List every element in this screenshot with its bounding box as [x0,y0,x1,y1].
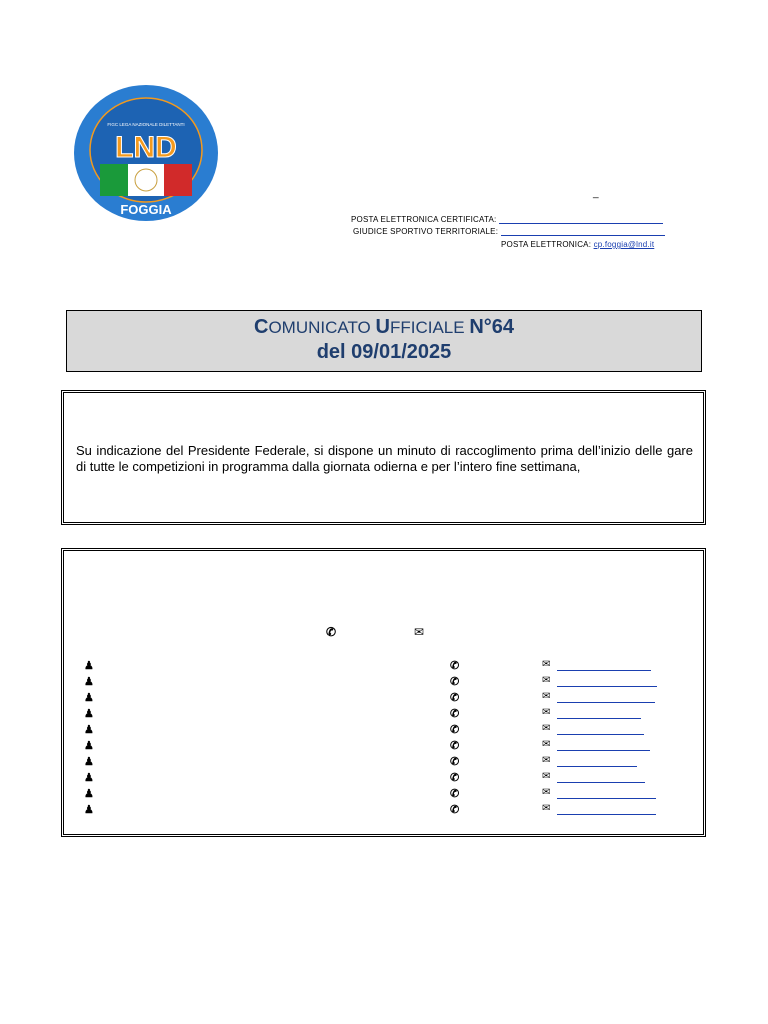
phone-icon: ✆ [450,772,460,784]
person-icon: ♟ [84,692,94,704]
mail-icon: ✉ [542,771,551,782]
title-rest-u: FFICIALE [389,318,470,337]
contacts-box [61,548,706,837]
notice-box [61,390,706,525]
mail-icon: ✉ [542,659,551,670]
email-link[interactable] [557,686,657,687]
pec-value-link[interactable] [499,215,663,224]
email-link[interactable] [557,798,656,799]
mail-icon: ✉ [542,675,551,686]
person-icon: ♟ [84,756,94,768]
title-u: U [375,316,390,338]
contact-row [64,803,703,819]
contact-row [64,787,703,803]
person-icon: ♟ [84,660,94,672]
pec-label: POSTA ELETTRONICA CERTIFICATA: [351,215,497,224]
title-number: N°64 [469,316,514,338]
email-label: POSTA ELETTRONICA: [501,240,592,249]
mail-icon: ✉ [414,625,425,639]
mail-icon: ✉ [542,755,551,766]
title-box [66,310,702,372]
mail-icon: ✉ [542,803,551,814]
phone-icon: ✆ [326,625,337,639]
email-link[interactable] [557,766,637,767]
gst-line [353,227,665,236]
header-dash: _ [593,188,599,199]
svg-text:FIGC LEGA NAZIONALE DILETTANTI: FIGC LEGA NAZIONALE DILETTANTI [107,122,185,127]
contact-row [64,755,703,771]
phone-icon: ✆ [450,660,460,672]
email-link[interactable] [557,814,656,815]
email-link[interactable] [557,782,645,783]
phone-icon: ✆ [450,740,460,752]
email-link[interactable]: cp.foggia@lnd.it [593,240,655,249]
contact-row [64,675,703,691]
email-link[interactable] [557,734,644,735]
person-icon: ♟ [84,676,94,688]
title-date: del 09/01/2025 [316,341,452,363]
svg-text:LND: LND [115,131,177,164]
phone-icon: ✆ [450,724,460,736]
contact-row [64,691,703,707]
person-icon: ♟ [84,804,94,816]
notice-text: Su indicazione del Presidente Federale, si dispone un minuto di raccoglimento prima dell’inizio delle gare di tutte le competizioni in programma dalla giornata odierna e per l’intero fine settimana, [76,443,693,474]
person-icon: ♟ [84,740,94,752]
mail-icon: ✉ [542,787,551,798]
person-icon: ♟ [84,724,94,736]
email-link[interactable] [557,670,651,671]
mail-icon: ✉ [542,739,551,750]
svg-text:FOGGIA: FOGGIA [120,202,172,217]
contact-row [64,771,703,787]
email-link[interactable] [557,750,650,751]
title-rest-c: OMUNICATO [268,318,376,337]
contact-row [64,723,703,739]
contact-row [64,739,703,755]
email-line [501,240,654,249]
phone-icon: ✆ [450,692,460,704]
mail-icon: ✉ [542,723,551,734]
phone-icon: ✆ [450,676,460,688]
person-icon: ♟ [84,772,94,784]
email-link[interactable] [557,718,641,719]
mail-icon: ✉ [542,707,551,718]
person-icon: ♟ [84,708,94,720]
pec-line [351,215,663,224]
mail-icon: ✉ [542,691,551,702]
person-icon: ♟ [84,788,94,800]
email-link[interactable] [557,702,655,703]
contact-row [64,659,703,675]
phone-icon: ✆ [450,708,460,720]
phone-icon: ✆ [450,756,460,768]
title-c: C [254,316,269,338]
phone-icon: ✆ [450,804,460,816]
phone-icon: ✆ [450,788,460,800]
title-heading [67,316,701,339]
lnd-foggia-logo [73,84,219,222]
gst-value-link[interactable] [501,227,665,236]
contact-row [64,707,703,723]
gst-label: GIUDICE SPORTIVO TERRITORIALE: [353,227,499,236]
